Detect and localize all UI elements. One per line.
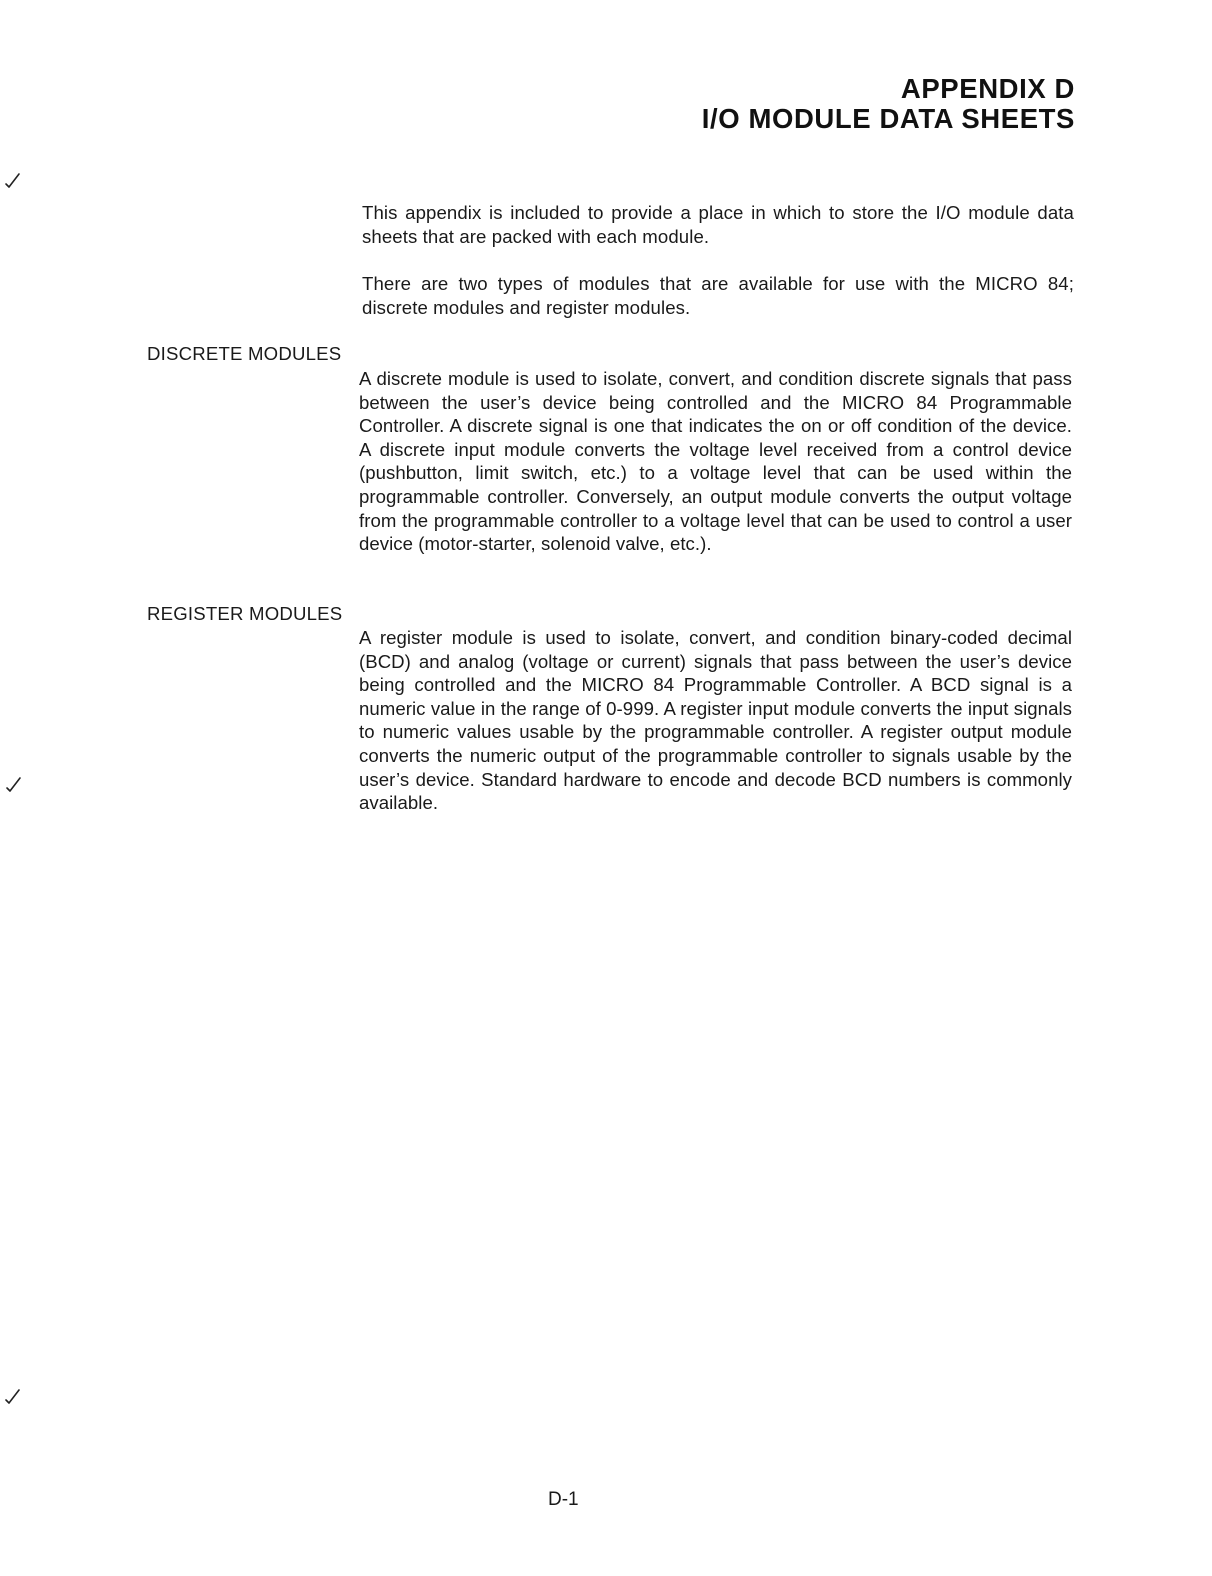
intro-paragraph-2: There are two types of modules that are available for use with the MICRO 84; discrete modules and register modules. <box>362 273 1074 318</box>
check-mark-icon <box>4 1388 22 1406</box>
section-heading-discrete-modules: DISCRETE MODULES <box>147 343 342 364</box>
appendix-header <box>702 74 1075 134</box>
section-heading-register-modules: REGISTER MODULES <box>147 603 343 624</box>
appendix-title: I/O MODULE DATA SHEETS <box>701 103 1075 134</box>
check-mark-icon <box>4 172 22 190</box>
check-mark-icon <box>5 776 23 794</box>
section-text-register-modules: A register module is used to isolate, convert, and condition binary-coded decimal (BCD) and analog (voltage or current) signals that pass between the user’s device being controlled and the MICRO 84 Programmable Controller. A BCD signal is a numeric value in the range of 0-999. A register input module converts the input signals to numeric values usable by the programmable controller. A register output module converts the numeric output of the programmable controller to signals usable by the user’s device. Standard hardware to encode and decode BCD numbers is commonly available. <box>359 627 1072 814</box>
page-number: D-1 <box>548 1489 579 1510</box>
appendix-label: APPENDIX D <box>900 73 1075 104</box>
intro-paragraph-1: This appendix is included to provide a place in which to store the I/O module data sheets that are packed with each module. <box>362 202 1074 247</box>
section-text-discrete-modules: A discrete module is used to isolate, convert, and condition discrete signals that pass between the user’s device being controlled and the MICRO 84 Programmable Controller. A discrete signal is one that indicates the on or off condition of the device. A discrete input module converts the voltage level received from a control device (pushbutton, limit switch, etc.) to a voltage level that can be used within the programmable controller. Conversely, an output module converts the output voltage from the programmable controller to a voltage level that can be used to control a user device (motor-starter, solenoid valve, etc.). <box>359 368 1072 555</box>
